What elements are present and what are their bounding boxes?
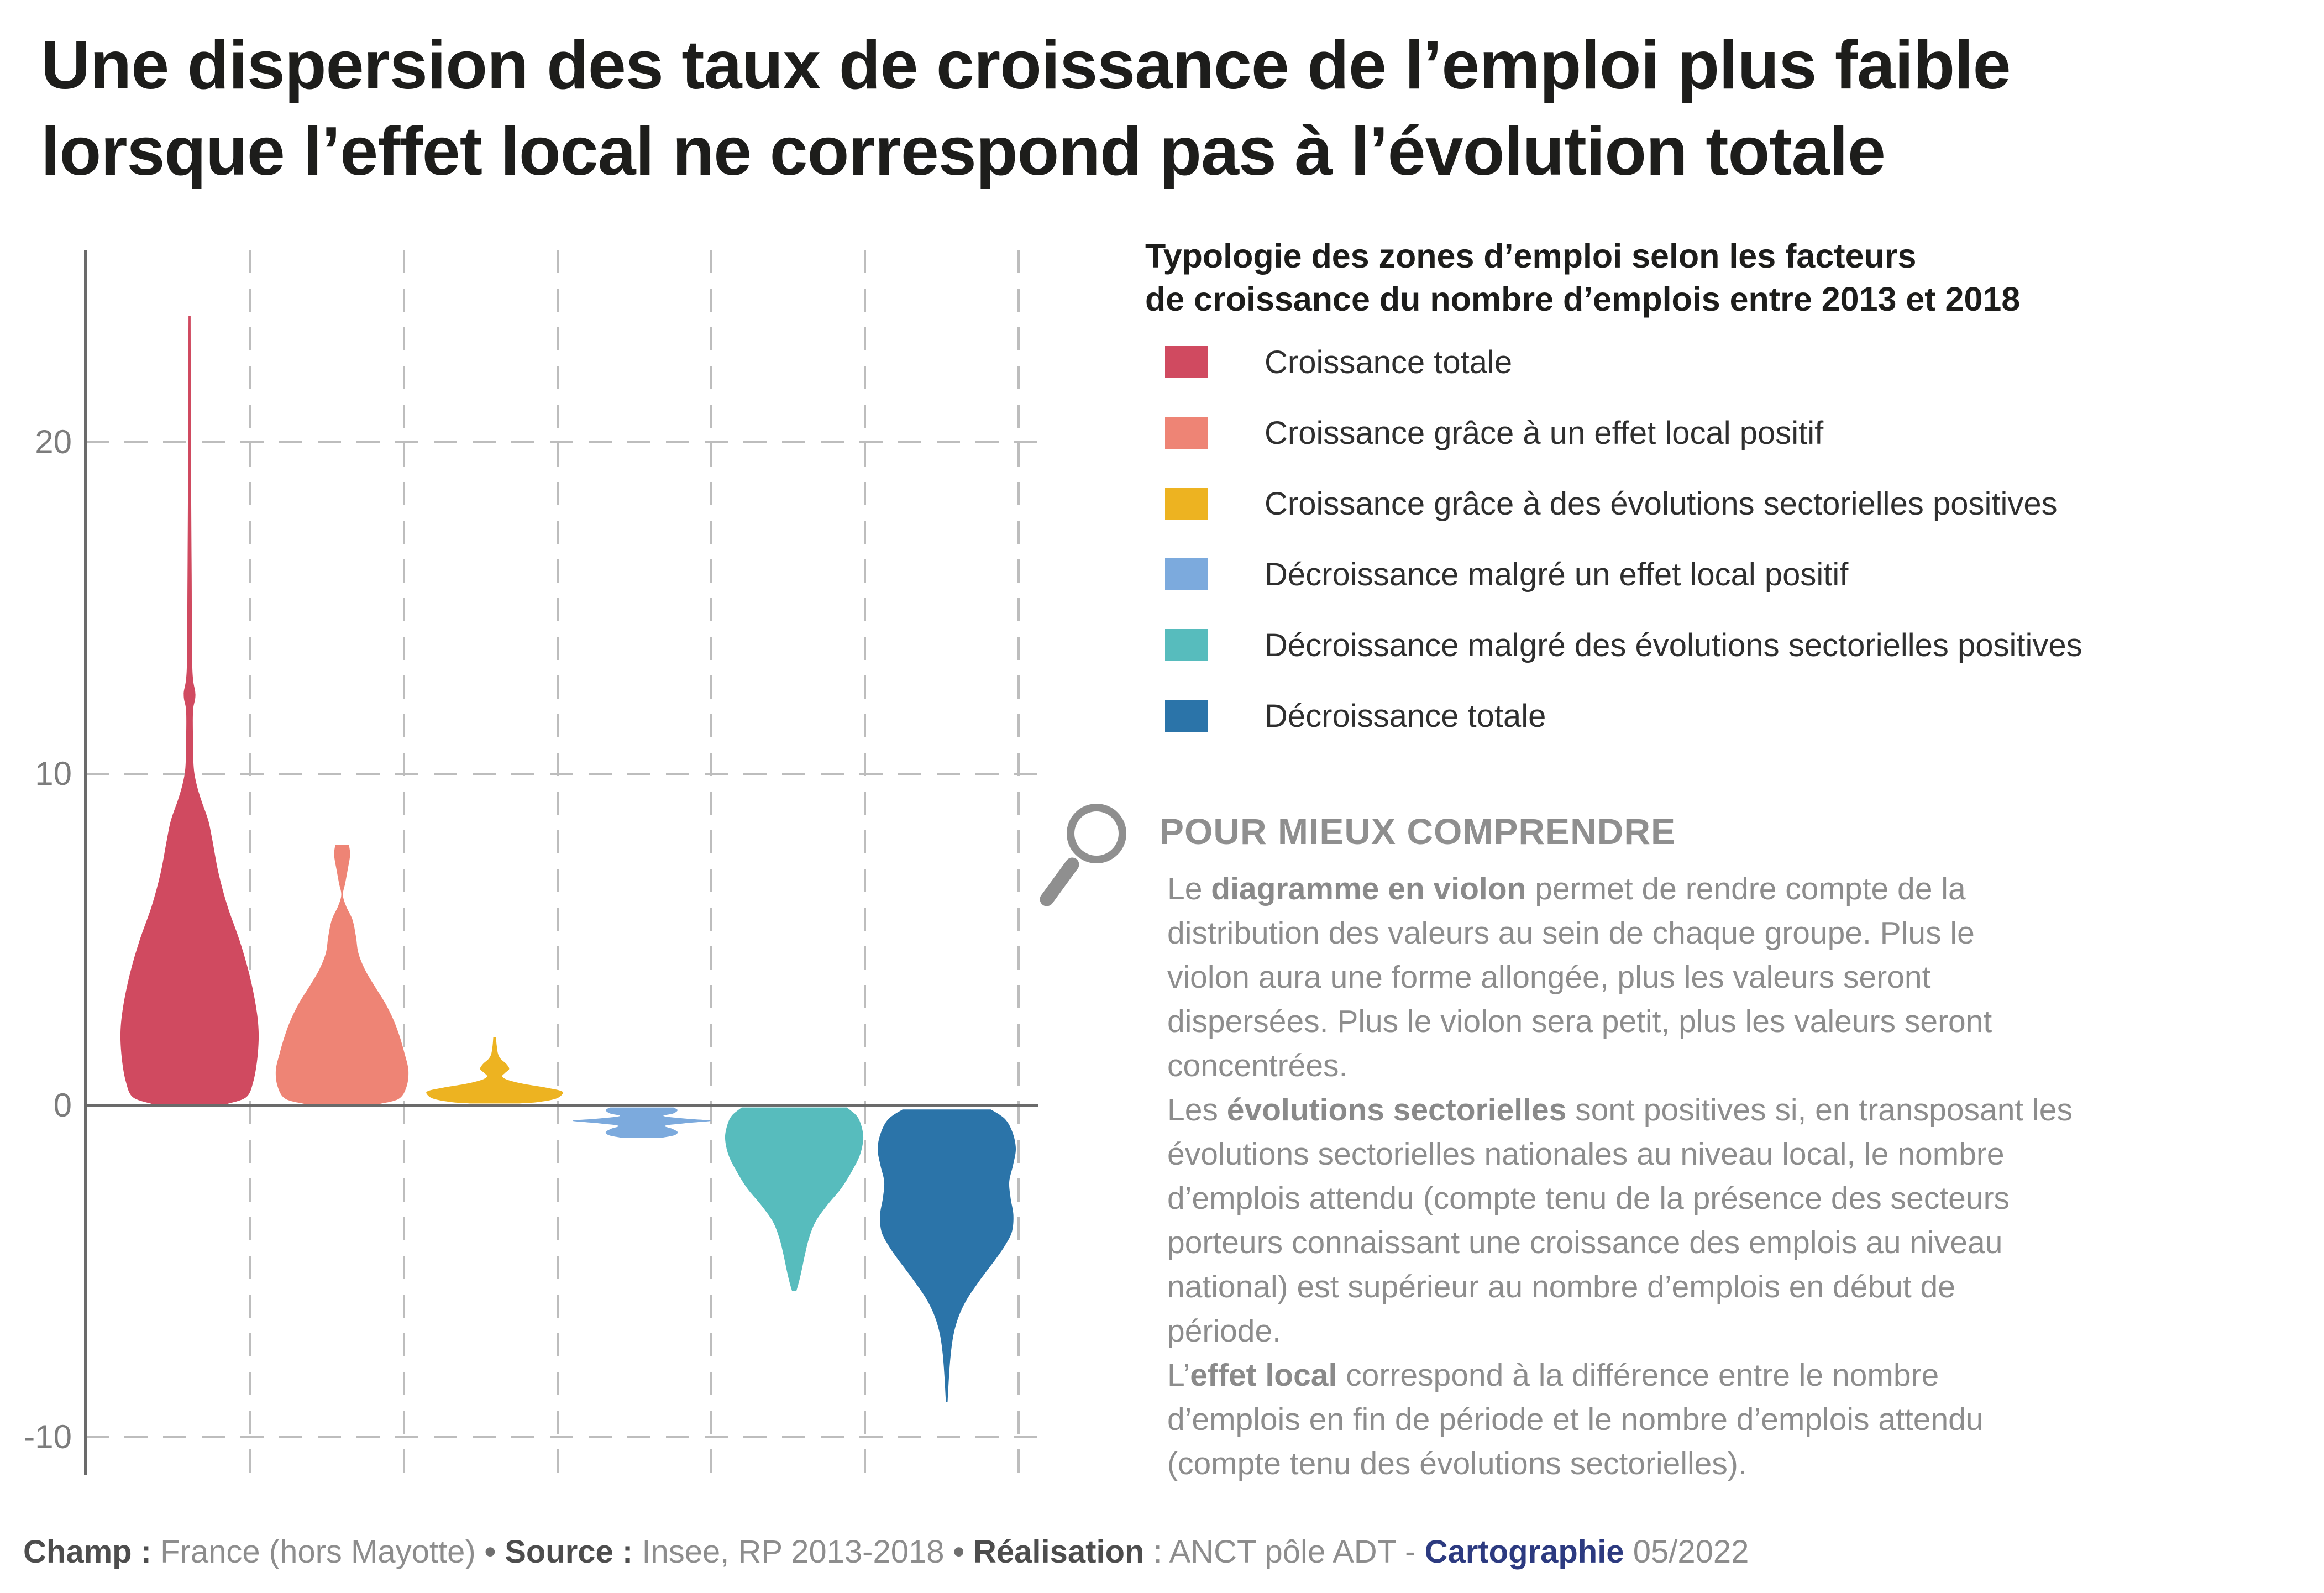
y-axis-tick-label: 10	[35, 755, 72, 792]
violin-5	[725, 1108, 863, 1291]
page-title-line1: Une dispersion des taux de croissance de l’emploi plus faible	[41, 27, 2011, 103]
legend-item	[1165, 556, 2082, 593]
footer-segment: Cartographie	[1424, 1534, 1624, 1570]
understand-text-line	[1167, 1176, 2306, 1220]
legend-label: Croissance grâce à un effet local positif	[1265, 415, 1824, 451]
understand-text: distribution des valeurs au sein de chaque groupe. Plus le	[1167, 915, 1975, 951]
page-title-line2: lorsque l’effet local ne correspond pas à l’évolution totale	[41, 113, 1885, 190]
understand-text-line	[1167, 1088, 2306, 1132]
understand-text-line	[1167, 1132, 2306, 1176]
legend-swatch	[1165, 700, 1208, 732]
legend-label: Croissance grâce à des évolutions sectorielles positives	[1265, 485, 2058, 522]
understand-text-line	[1167, 955, 2306, 999]
understand-text: évolutions sectorielles nationales au niveau local, le nombre	[1167, 1136, 2005, 1172]
y-axis-tick-label: 0	[53, 1087, 72, 1124]
magnifier-icon	[1038, 787, 1154, 925]
footer-segment: : ANCT pôle ADT -	[1144, 1534, 1425, 1570]
violin-3	[426, 1037, 563, 1103]
y-axis-tick-label: -10	[24, 1418, 72, 1455]
understand-text: (compte tenu des évolutions sectorielles).	[1167, 1446, 1747, 1481]
legend-swatch	[1165, 558, 1208, 590]
footer-segment: Insee, RP 2013-2018	[642, 1534, 953, 1570]
understand-text: Les	[1167, 1092, 1227, 1128]
understand-text-line	[1167, 1044, 2306, 1088]
understand-term: évolutions sectorielles	[1226, 1092, 1567, 1128]
legend-swatch	[1165, 488, 1208, 520]
legend-swatch	[1165, 417, 1208, 449]
understand-text: concentrées.	[1167, 1048, 1348, 1083]
understand-text: L’	[1167, 1358, 1190, 1393]
y-axis-tick-label: 20	[35, 423, 72, 460]
understand-text-line	[1167, 999, 2306, 1044]
understand-text-line	[1167, 867, 2306, 911]
violin-chart	[0, 0, 1083, 1593]
legend-item	[1165, 417, 2082, 449]
violin-1	[120, 316, 259, 1104]
legend-swatch	[1165, 346, 1208, 378]
legend-title-line1: Typologie des zones d’emploi selon les facteurs	[1145, 237, 1917, 275]
understand-text-line	[1167, 911, 2306, 955]
footer-credits	[23, 1532, 2289, 1572]
understand-text: d’emplois attendu (compte tenu de la présence des secteurs	[1167, 1181, 2010, 1216]
understand-text: dispersées. Plus le violon sera petit, plus les valeurs seront	[1167, 1004, 1992, 1039]
understand-text: permet de rendre compte de la	[1526, 871, 1966, 906]
legend-title-line2: de croissance du nombre d’emplois entre 2013 et 2018	[1145, 280, 2021, 318]
understand-text: national) est supérieur au nombre d’emplois en début de	[1167, 1269, 1955, 1304]
legend	[1165, 346, 2082, 771]
understand-text-line	[1167, 1397, 2306, 1442]
understand-text: violon aura une forme allongée, plus les valeurs seront	[1167, 960, 1931, 995]
understand-text: sont positives si, en transposant les	[1566, 1092, 2073, 1128]
footer-segment: 05/2022	[1624, 1534, 1749, 1570]
understand-text-line	[1167, 1353, 2306, 1397]
understand-text: Le	[1167, 871, 1211, 906]
violin-4	[573, 1108, 711, 1138]
legend-item	[1165, 485, 2082, 522]
understand-text: d’emplois en fin de période et le nombre d’emplois attendu	[1167, 1402, 1984, 1437]
understand-text: porteurs connaissant une croissance des emplois au niveau	[1167, 1225, 2003, 1260]
footer-segment: France (hors Mayotte)	[160, 1534, 485, 1570]
understand-text-line	[1167, 1442, 2306, 1486]
legend-item	[1165, 700, 2082, 732]
understand-text: correspond à la différence entre le nombre	[1337, 1358, 1939, 1393]
violin-6	[878, 1109, 1016, 1402]
legend-label: Croissance totale	[1265, 344, 1513, 380]
legend-swatch	[1165, 629, 1208, 661]
understand-text-line	[1167, 1220, 2306, 1265]
footer-segment: Champ :	[23, 1534, 161, 1570]
footer-segment: Réalisation	[973, 1534, 1145, 1570]
legend-item	[1165, 346, 2082, 378]
understand-text: période.	[1167, 1313, 1281, 1349]
understand-paragraphs	[1167, 867, 2306, 1486]
understand-heading: POUR MIEUX COMPRENDRE	[1160, 811, 1676, 852]
understand-term: diagramme en violon	[1211, 871, 1526, 906]
understand-text-line	[1167, 1265, 2306, 1309]
footer-segment: •	[953, 1534, 974, 1570]
violin-2	[276, 845, 408, 1104]
legend-label: Décroissance totale	[1265, 698, 1546, 734]
legend-title	[1145, 234, 2306, 321]
legend-label: Décroissance malgré un effet local positif	[1265, 556, 1849, 593]
legend-item	[1165, 629, 2082, 661]
footer-segment: •	[484, 1534, 505, 1570]
legend-label: Décroissance malgré des évolutions sectorielles positives	[1265, 627, 2082, 663]
footer-segment: Source :	[505, 1534, 642, 1570]
understand-text-line	[1167, 1309, 2306, 1353]
understand-term: effet local	[1190, 1358, 1337, 1393]
